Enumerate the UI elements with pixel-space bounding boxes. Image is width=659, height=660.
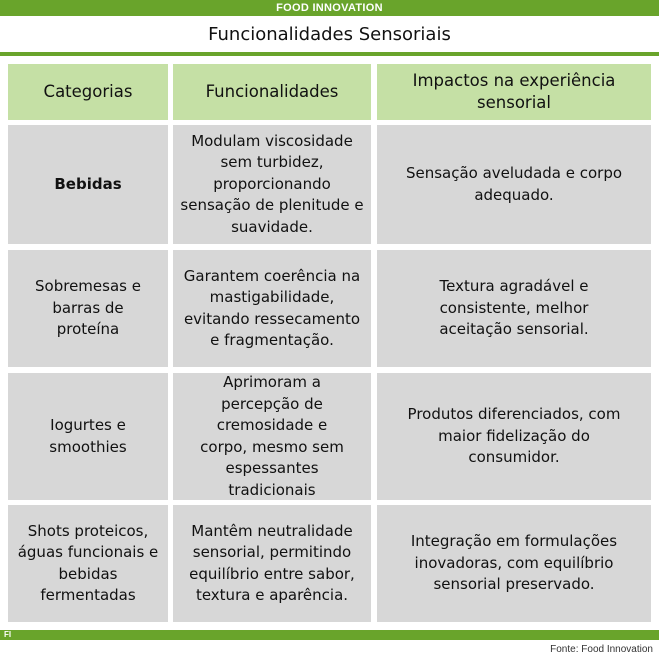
header-categorias: Categorias <box>8 64 168 120</box>
header-funcionalidades: Funcionalidades <box>173 64 371 120</box>
page-title: Funcionalidades Sensoriais <box>208 24 451 45</box>
footer-bar: FI <box>0 630 659 640</box>
row-4-impact: Integração em formulações inovadoras, com equilíbrio sensorial preservado. <box>377 505 651 622</box>
source-note: Fonte: Food Innovation <box>550 644 653 655</box>
row-4-functionality: Mantêm neutralidade sensorial, permitindo equilíbrio entre sabor, textura e aparência. <box>173 505 371 622</box>
brand-bar: FOOD INNOVATION <box>0 0 659 16</box>
row-2-functionality: Garantem coerência na mastigabilidade, evitando ressecamento e fragmentação. <box>173 250 371 367</box>
row-3-functionality: Aprimoram a percepção de cremosidade e corpo, mesmo sem espessantes tradicionais <box>173 373 371 500</box>
row-2-impact: Textura agradável e consistente, melhor aceitação sensorial. <box>377 250 651 367</box>
row-1-functionality: Modulam viscosidade sem turbidez, proporcionando sensação de plenitude e suavidade. <box>173 125 371 244</box>
row-2-category: Sobremesas e barras de proteína <box>8 250 168 367</box>
row-3-category: Iogurtes e smoothies <box>8 373 168 500</box>
row-1-category: Bebidas <box>8 125 168 244</box>
title-divider <box>0 52 659 56</box>
row-4-category: Shots proteicos, águas funcionais e bebidas fermentadas <box>8 505 168 622</box>
header-impactos: Impactos na experiência sensorial <box>377 64 651 120</box>
row-3-impact: Produtos diferenciados, com maior fidelização do consumidor. <box>377 373 651 500</box>
row-1-impact: Sensação aveludada e corpo adequado. <box>377 125 651 244</box>
